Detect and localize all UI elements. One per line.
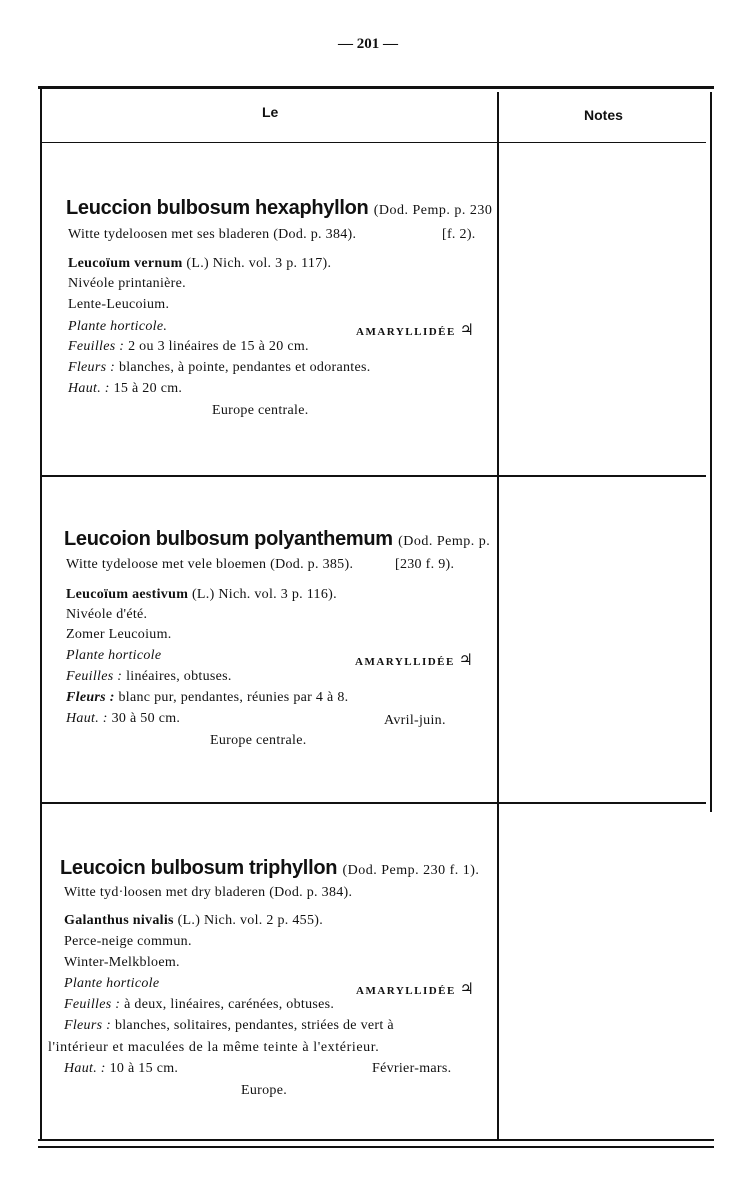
common-name: Winter-Melkbloem.	[64, 955, 180, 970]
flowers-text: blanches, solitaires, pendantes, striées de vert à	[114, 1018, 394, 1033]
leaves-label: Feuilles :	[64, 997, 121, 1012]
entry-name: Leucoion bulbosum polyanthemum	[64, 528, 393, 550]
flowers-line	[64, 1018, 394, 1034]
region: Europe centrale.	[210, 733, 307, 748]
height-label: Haut. :	[66, 711, 108, 726]
leaves-text: à deux, linéaires, carénées, obtuses.	[124, 997, 335, 1012]
latin-name	[64, 913, 323, 929]
flowers-text: blanc pur, pendantes, réunies par 4 à 8.	[118, 690, 349, 705]
dutch-name	[64, 885, 352, 901]
leaves-text: 2 ou 3 linéaires de 15 à 20 cm.	[128, 339, 309, 354]
perennial-symbol-icon: ♃	[459, 981, 475, 998]
height-label: Haut. :	[64, 1061, 106, 1076]
leaves-label: Feuilles :	[66, 669, 123, 684]
plant-type: Plante horticole	[66, 648, 162, 663]
common-name: Lente-Leucoium.	[68, 297, 170, 312]
flowering-period: Février-mars.	[372, 1061, 452, 1076]
dutch-name	[68, 227, 356, 243]
french-name: Nivéole printanière.	[68, 276, 186, 291]
height-text: 10 à 15 cm.	[109, 1061, 179, 1076]
entry-title	[60, 857, 479, 880]
latin-name-bold: Leucoïum vernum	[68, 256, 183, 271]
family-name: AMARYLLIDÉE	[356, 985, 456, 997]
french-name: Nivéole d'été.	[66, 607, 148, 622]
table-bottom-rule-1	[38, 1139, 714, 1141]
common-name: Zomer Leucoium.	[66, 627, 172, 642]
flowering-period: Avril-juin.	[384, 713, 446, 728]
latin-reference: (L.) Nich. vol. 3 p. 116).	[191, 587, 337, 602]
plant-type: Plante horticole	[64, 976, 160, 991]
header-rule	[42, 142, 706, 143]
height-text: 15 à 20 cm.	[113, 381, 183, 396]
flowers-label: Fleurs :	[64, 1018, 112, 1033]
height-line	[68, 381, 182, 397]
entry-reference: (Dod. Pemp. p.	[398, 534, 491, 549]
column-header-left: Le	[262, 104, 279, 120]
entry-reference: (Dod. Pemp. p. 230	[373, 203, 493, 218]
family-label	[356, 979, 474, 999]
dutch-reference: [f. 2).	[442, 227, 476, 242]
flowers-line	[66, 690, 348, 706]
latin-name-bold: Galanthus nivalis	[64, 913, 174, 928]
height-label: Haut. :	[68, 381, 110, 396]
perennial-symbol-icon: ♃	[458, 652, 474, 669]
dutch-name-text: Witte tydeloose met vele bloemen (Dod. p. 385).	[66, 557, 354, 572]
leaves-text: linéaires, obtuses.	[126, 669, 232, 684]
height-line	[64, 1061, 178, 1077]
latin-reference: (L.) Nich. vol. 2 p. 455).	[177, 913, 324, 928]
dutch-name-text: Witte tyd·loosen met dry bladeren (Dod. p. 384).	[64, 885, 353, 900]
region: Europe centrale.	[212, 403, 309, 418]
height-text: 30 à 50 cm.	[111, 711, 181, 726]
entry-name: Leucoicn bulbosum triphyllon	[60, 857, 338, 879]
page-number: — 201 —	[338, 36, 398, 52]
family-label	[355, 650, 473, 670]
entry-title	[66, 197, 492, 220]
leaves-label: Feuilles :	[68, 339, 125, 354]
entry-title	[64, 528, 490, 551]
table-top-rule	[38, 86, 714, 89]
perennial-symbol-icon: ♃	[459, 322, 475, 339]
leaves-line	[64, 997, 334, 1013]
column-divider-rule	[497, 92, 499, 1140]
flowers-label: Fleurs :	[66, 690, 115, 705]
latin-name	[68, 256, 331, 272]
flowers-label: Fleurs :	[68, 360, 116, 375]
flowers-line	[68, 360, 371, 376]
table-left-rule	[40, 88, 42, 1140]
family-name: AMARYLLIDÉE	[355, 656, 455, 668]
entry-reference: (Dod. Pemp. 230 f. 1).	[342, 863, 480, 878]
family-label	[356, 320, 474, 340]
latin-name	[66, 587, 337, 603]
leaves-line	[68, 339, 309, 355]
family-name: AMARYLLIDÉE	[356, 326, 456, 338]
region: Europe.	[241, 1083, 288, 1098]
latin-name-bold: Leucoïum aestivum	[66, 587, 189, 602]
entry-1-bottom-rule	[42, 475, 706, 477]
entry-name: Leuccion bulbosum hexaphyllon	[66, 197, 369, 219]
table-right-rule	[710, 92, 712, 812]
column-header-notes: Notes	[584, 107, 623, 123]
flowers-continuation: l'intérieur et maculées de la même teinte à l'extérieur.	[48, 1040, 380, 1055]
plant-type: Plante horticole.	[68, 319, 168, 334]
leaves-line	[66, 669, 232, 685]
flowers-text: blanches, à pointe, pendantes et odorantes.	[118, 360, 371, 375]
dutch-reference: [230 f. 9).	[395, 557, 455, 572]
height-line	[66, 711, 180, 727]
dutch-name-text: Witte tydeloosen met ses bladeren (Dod. p. 384).	[68, 227, 357, 242]
table-bottom-rule-2	[38, 1146, 714, 1148]
dutch-name	[66, 557, 353, 573]
entry-2-bottom-rule	[42, 802, 706, 804]
latin-reference: (L.) Nich. vol. 3 p. 117).	[186, 256, 332, 271]
french-name: Perce-neige commun.	[64, 934, 192, 949]
